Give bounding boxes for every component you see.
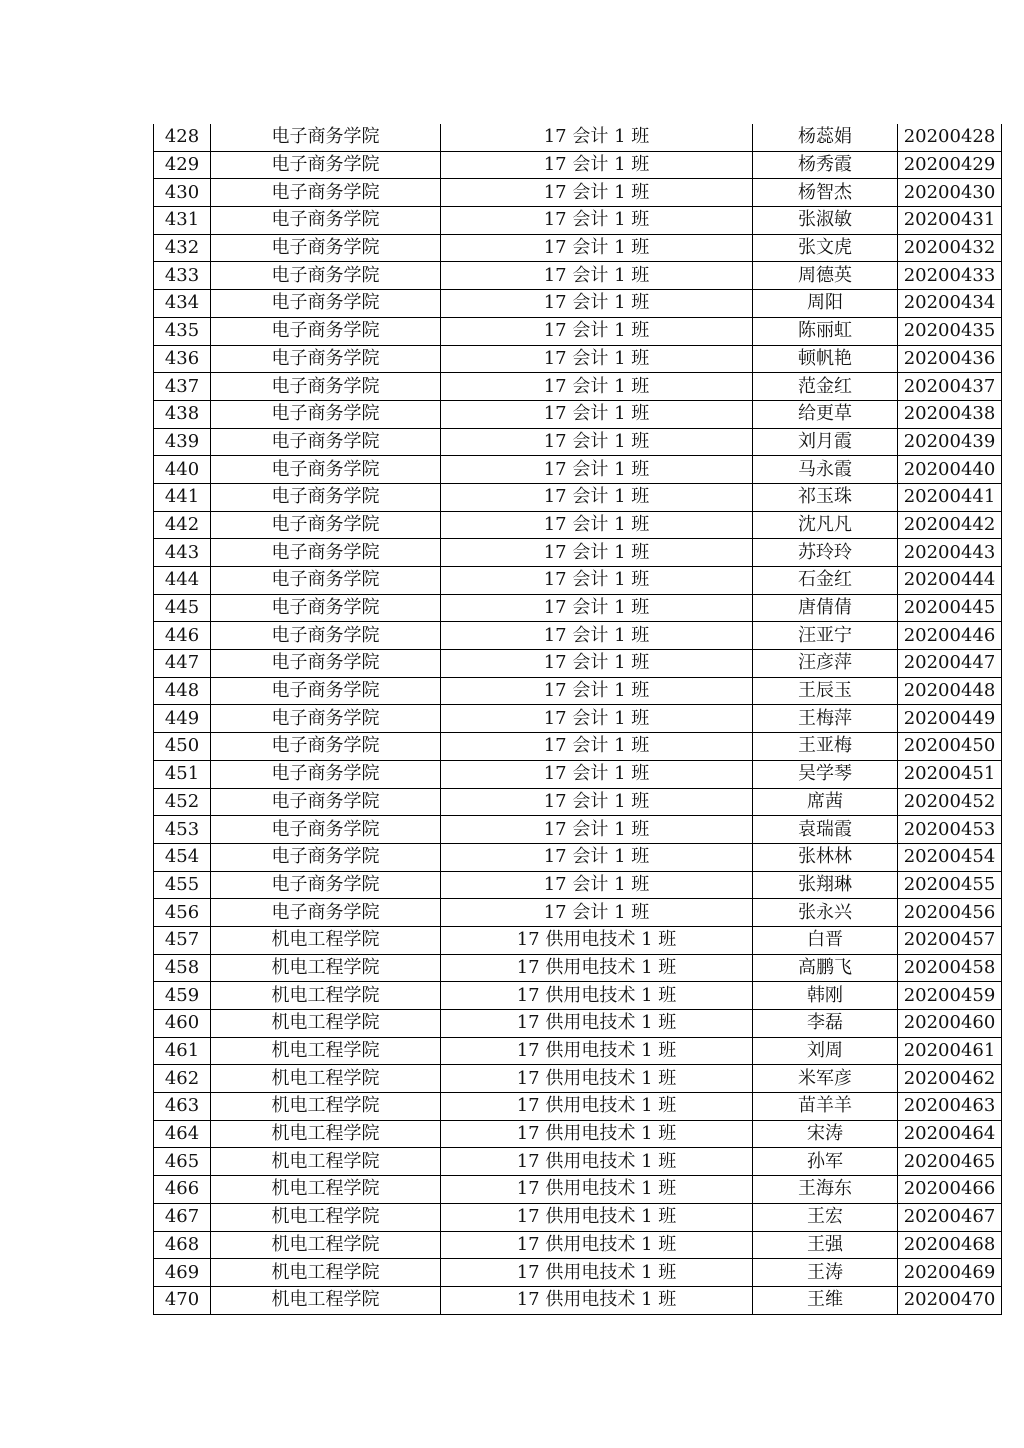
student-name-cell: 宋涛 bbox=[753, 1120, 898, 1148]
row-number-cell: 432 bbox=[154, 234, 211, 262]
college-cell: 电子商务学院 bbox=[211, 677, 441, 705]
table-row bbox=[154, 1093, 1002, 1121]
student-name-cell: 杨蕊娟 bbox=[753, 124, 898, 151]
student-name-cell: 高鹏飞 bbox=[753, 954, 898, 982]
student-name-cell: 杨智杰 bbox=[753, 179, 898, 207]
college-cell: 机电工程学院 bbox=[211, 1231, 441, 1259]
college-cell: 电子商务学院 bbox=[211, 871, 441, 899]
class-cell: 17 会计 1 班 bbox=[441, 871, 753, 899]
class-cell: 17 会计 1 班 bbox=[441, 483, 753, 511]
class-cell: 17 会计 1 班 bbox=[441, 539, 753, 567]
class-cell: 17 供用电技术 1 班 bbox=[441, 1203, 753, 1231]
class-cell: 17 会计 1 班 bbox=[441, 234, 753, 262]
student-name-cell: 张文虎 bbox=[753, 234, 898, 262]
student-name-cell: 刘月霞 bbox=[753, 428, 898, 456]
college-cell: 机电工程学院 bbox=[211, 1259, 441, 1287]
table-row bbox=[154, 954, 1002, 982]
table-row bbox=[154, 1148, 1002, 1176]
student-id-cell: 20200464 bbox=[898, 1120, 1002, 1148]
table-row bbox=[154, 1176, 1002, 1204]
table-row bbox=[154, 1037, 1002, 1065]
class-cell: 17 会计 1 班 bbox=[441, 843, 753, 871]
table-row bbox=[154, 567, 1002, 595]
college-cell: 电子商务学院 bbox=[211, 843, 441, 871]
class-cell: 17 会计 1 班 bbox=[441, 650, 753, 678]
college-cell: 电子商务学院 bbox=[211, 511, 441, 539]
college-cell: 电子商务学院 bbox=[211, 816, 441, 844]
college-cell: 电子商务学院 bbox=[211, 705, 441, 733]
table-row bbox=[154, 816, 1002, 844]
student-name-cell: 张淑敏 bbox=[753, 207, 898, 235]
student-name-cell: 袁瑞霞 bbox=[753, 816, 898, 844]
row-number-cell: 434 bbox=[154, 290, 211, 318]
row-number-cell: 463 bbox=[154, 1093, 211, 1121]
college-cell: 电子商务学院 bbox=[211, 483, 441, 511]
row-number-cell: 430 bbox=[154, 179, 211, 207]
student-id-cell: 20200447 bbox=[898, 650, 1002, 678]
college-cell: 机电工程学院 bbox=[211, 1010, 441, 1038]
college-cell: 电子商务学院 bbox=[211, 234, 441, 262]
student-id-cell: 20200435 bbox=[898, 317, 1002, 345]
row-number-cell: 442 bbox=[154, 511, 211, 539]
college-cell: 电子商务学院 bbox=[211, 400, 441, 428]
student-id-cell: 20200461 bbox=[898, 1037, 1002, 1065]
table-row bbox=[154, 1286, 1002, 1314]
class-cell: 17 供用电技术 1 班 bbox=[441, 1286, 753, 1314]
college-cell: 机电工程学院 bbox=[211, 1176, 441, 1204]
student-name-cell: 给更草 bbox=[753, 400, 898, 428]
row-number-cell: 460 bbox=[154, 1010, 211, 1038]
college-cell: 电子商务学院 bbox=[211, 622, 441, 650]
row-number-cell: 441 bbox=[154, 483, 211, 511]
class-cell: 17 会计 1 班 bbox=[441, 373, 753, 401]
college-cell: 机电工程学院 bbox=[211, 1093, 441, 1121]
table-row bbox=[154, 539, 1002, 567]
class-cell: 17 会计 1 班 bbox=[441, 456, 753, 484]
row-number-cell: 437 bbox=[154, 373, 211, 401]
class-cell: 17 会计 1 班 bbox=[441, 622, 753, 650]
table-row bbox=[154, 428, 1002, 456]
table-row bbox=[154, 1203, 1002, 1231]
student-name-cell: 王辰玉 bbox=[753, 677, 898, 705]
student-name-cell: 刘周 bbox=[753, 1037, 898, 1065]
student-id-cell: 20200443 bbox=[898, 539, 1002, 567]
class-cell: 17 供用电技术 1 班 bbox=[441, 1231, 753, 1259]
row-number-cell: 462 bbox=[154, 1065, 211, 1093]
student-id-cell: 20200449 bbox=[898, 705, 1002, 733]
college-cell: 电子商务学院 bbox=[211, 207, 441, 235]
class-cell: 17 供用电技术 1 班 bbox=[441, 1148, 753, 1176]
row-number-cell: 445 bbox=[154, 594, 211, 622]
student-name-cell: 王涛 bbox=[753, 1259, 898, 1287]
college-cell: 机电工程学院 bbox=[211, 1286, 441, 1314]
college-cell: 电子商务学院 bbox=[211, 124, 441, 151]
class-cell: 17 会计 1 班 bbox=[441, 345, 753, 373]
college-cell: 机电工程学院 bbox=[211, 1203, 441, 1231]
class-cell: 17 会计 1 班 bbox=[441, 151, 753, 179]
student-name-cell: 苗羊羊 bbox=[753, 1093, 898, 1121]
college-cell: 电子商务学院 bbox=[211, 539, 441, 567]
student-name-cell: 石金红 bbox=[753, 567, 898, 595]
table-row bbox=[154, 456, 1002, 484]
table-row bbox=[154, 650, 1002, 678]
table-row bbox=[154, 373, 1002, 401]
student-name-cell: 唐倩倩 bbox=[753, 594, 898, 622]
row-number-cell: 446 bbox=[154, 622, 211, 650]
table-row bbox=[154, 705, 1002, 733]
table-row bbox=[154, 262, 1002, 290]
student-id-cell: 20200457 bbox=[898, 926, 1002, 954]
college-cell: 电子商务学院 bbox=[211, 290, 441, 318]
table-row bbox=[154, 234, 1002, 262]
table-row bbox=[154, 511, 1002, 539]
class-cell: 17 会计 1 班 bbox=[441, 760, 753, 788]
class-cell: 17 供用电技术 1 班 bbox=[441, 1176, 753, 1204]
table-row bbox=[154, 151, 1002, 179]
class-cell: 17 供用电技术 1 班 bbox=[441, 1010, 753, 1038]
roster-body bbox=[154, 124, 1002, 1314]
row-number-cell: 428 bbox=[154, 124, 211, 151]
row-number-cell: 456 bbox=[154, 899, 211, 927]
student-id-cell: 20200468 bbox=[898, 1231, 1002, 1259]
student-id-cell: 20200463 bbox=[898, 1093, 1002, 1121]
student-id-cell: 20200433 bbox=[898, 262, 1002, 290]
student-name-cell: 王亚梅 bbox=[753, 733, 898, 761]
student-id-cell: 20200440 bbox=[898, 456, 1002, 484]
table-row bbox=[154, 1065, 1002, 1093]
college-cell: 电子商务学院 bbox=[211, 345, 441, 373]
student-name-cell: 吴学琴 bbox=[753, 760, 898, 788]
row-number-cell: 461 bbox=[154, 1037, 211, 1065]
row-number-cell: 429 bbox=[154, 151, 211, 179]
student-id-cell: 20200434 bbox=[898, 290, 1002, 318]
student-id-cell: 20200462 bbox=[898, 1065, 1002, 1093]
table-row bbox=[154, 760, 1002, 788]
college-cell: 电子商务学院 bbox=[211, 594, 441, 622]
student-id-cell: 20200467 bbox=[898, 1203, 1002, 1231]
student-name-cell: 杨秀霞 bbox=[753, 151, 898, 179]
row-number-cell: 440 bbox=[154, 456, 211, 484]
class-cell: 17 会计 1 班 bbox=[441, 179, 753, 207]
student-name-cell: 陈丽虹 bbox=[753, 317, 898, 345]
student-name-cell: 周德英 bbox=[753, 262, 898, 290]
student-name-cell: 汪亚宁 bbox=[753, 622, 898, 650]
college-cell: 机电工程学院 bbox=[211, 982, 441, 1010]
table-row bbox=[154, 124, 1002, 151]
student-roster-table bbox=[153, 124, 1002, 1315]
row-number-cell: 447 bbox=[154, 650, 211, 678]
college-cell: 电子商务学院 bbox=[211, 151, 441, 179]
class-cell: 17 会计 1 班 bbox=[441, 733, 753, 761]
class-cell: 17 供用电技术 1 班 bbox=[441, 1259, 753, 1287]
student-id-cell: 20200445 bbox=[898, 594, 1002, 622]
class-cell: 17 会计 1 班 bbox=[441, 290, 753, 318]
row-number-cell: 453 bbox=[154, 816, 211, 844]
student-name-cell: 祁玉珠 bbox=[753, 483, 898, 511]
table-row bbox=[154, 843, 1002, 871]
class-cell: 17 供用电技术 1 班 bbox=[441, 1065, 753, 1093]
student-id-cell: 20200442 bbox=[898, 511, 1002, 539]
student-name-cell: 张永兴 bbox=[753, 899, 898, 927]
table-row bbox=[154, 483, 1002, 511]
table-row bbox=[154, 1259, 1002, 1287]
college-cell: 电子商务学院 bbox=[211, 317, 441, 345]
student-id-cell: 20200437 bbox=[898, 373, 1002, 401]
table-row bbox=[154, 400, 1002, 428]
student-id-cell: 20200431 bbox=[898, 207, 1002, 235]
row-number-cell: 449 bbox=[154, 705, 211, 733]
college-cell: 机电工程学院 bbox=[211, 1065, 441, 1093]
class-cell: 17 供用电技术 1 班 bbox=[441, 1120, 753, 1148]
student-id-cell: 20200455 bbox=[898, 871, 1002, 899]
student-id-cell: 20200428 bbox=[898, 124, 1002, 151]
row-number-cell: 458 bbox=[154, 954, 211, 982]
class-cell: 17 会计 1 班 bbox=[441, 567, 753, 595]
class-cell: 17 会计 1 班 bbox=[441, 511, 753, 539]
college-cell: 电子商务学院 bbox=[211, 456, 441, 484]
student-id-cell: 20200470 bbox=[898, 1286, 1002, 1314]
student-name-cell: 沈凡凡 bbox=[753, 511, 898, 539]
student-name-cell: 王宏 bbox=[753, 1203, 898, 1231]
row-number-cell: 443 bbox=[154, 539, 211, 567]
student-id-cell: 20200460 bbox=[898, 1010, 1002, 1038]
student-name-cell: 苏玲玲 bbox=[753, 539, 898, 567]
table-row bbox=[154, 1010, 1002, 1038]
student-name-cell: 汪彦萍 bbox=[753, 650, 898, 678]
student-id-cell: 20200429 bbox=[898, 151, 1002, 179]
class-cell: 17 会计 1 班 bbox=[441, 677, 753, 705]
college-cell: 电子商务学院 bbox=[211, 428, 441, 456]
student-name-cell: 顿帆艳 bbox=[753, 345, 898, 373]
student-id-cell: 20200436 bbox=[898, 345, 1002, 373]
student-name-cell: 席茜 bbox=[753, 788, 898, 816]
row-number-cell: 467 bbox=[154, 1203, 211, 1231]
student-name-cell: 张翔琳 bbox=[753, 871, 898, 899]
student-id-cell: 20200432 bbox=[898, 234, 1002, 262]
student-name-cell: 王海东 bbox=[753, 1176, 898, 1204]
college-cell: 机电工程学院 bbox=[211, 954, 441, 982]
student-name-cell: 王梅萍 bbox=[753, 705, 898, 733]
student-id-cell: 20200466 bbox=[898, 1176, 1002, 1204]
table-row bbox=[154, 677, 1002, 705]
row-number-cell: 459 bbox=[154, 982, 211, 1010]
college-cell: 电子商务学院 bbox=[211, 179, 441, 207]
row-number-cell: 450 bbox=[154, 733, 211, 761]
student-id-cell: 20200441 bbox=[898, 483, 1002, 511]
row-number-cell: 431 bbox=[154, 207, 211, 235]
student-id-cell: 20200459 bbox=[898, 982, 1002, 1010]
student-id-cell: 20200451 bbox=[898, 760, 1002, 788]
row-number-cell: 444 bbox=[154, 567, 211, 595]
class-cell: 17 会计 1 班 bbox=[441, 705, 753, 733]
row-number-cell: 454 bbox=[154, 843, 211, 871]
student-id-cell: 20200454 bbox=[898, 843, 1002, 871]
row-number-cell: 452 bbox=[154, 788, 211, 816]
student-name-cell: 王强 bbox=[753, 1231, 898, 1259]
student-name-cell: 马永霞 bbox=[753, 456, 898, 484]
table-row bbox=[154, 982, 1002, 1010]
student-id-cell: 20200456 bbox=[898, 899, 1002, 927]
class-cell: 17 供用电技术 1 班 bbox=[441, 982, 753, 1010]
college-cell: 电子商务学院 bbox=[211, 373, 441, 401]
table-row bbox=[154, 926, 1002, 954]
student-id-cell: 20200439 bbox=[898, 428, 1002, 456]
row-number-cell: 439 bbox=[154, 428, 211, 456]
student-name-cell: 韩刚 bbox=[753, 982, 898, 1010]
student-id-cell: 20200453 bbox=[898, 816, 1002, 844]
class-cell: 17 供用电技术 1 班 bbox=[441, 954, 753, 982]
student-id-cell: 20200469 bbox=[898, 1259, 1002, 1287]
table-row bbox=[154, 788, 1002, 816]
student-name-cell: 范金红 bbox=[753, 373, 898, 401]
student-name-cell: 李磊 bbox=[753, 1010, 898, 1038]
class-cell: 17 会计 1 班 bbox=[441, 262, 753, 290]
student-id-cell: 20200458 bbox=[898, 954, 1002, 982]
class-cell: 17 会计 1 班 bbox=[441, 317, 753, 345]
college-cell: 电子商务学院 bbox=[211, 567, 441, 595]
student-id-cell: 20200465 bbox=[898, 1148, 1002, 1176]
table-row bbox=[154, 1120, 1002, 1148]
college-cell: 电子商务学院 bbox=[211, 650, 441, 678]
college-cell: 机电工程学院 bbox=[211, 1148, 441, 1176]
student-name-cell: 米军彦 bbox=[753, 1065, 898, 1093]
table-row bbox=[154, 899, 1002, 927]
college-cell: 机电工程学院 bbox=[211, 1037, 441, 1065]
college-cell: 电子商务学院 bbox=[211, 788, 441, 816]
college-cell: 电子商务学院 bbox=[211, 760, 441, 788]
class-cell: 17 会计 1 班 bbox=[441, 124, 753, 151]
student-id-cell: 20200438 bbox=[898, 400, 1002, 428]
table-row bbox=[154, 1231, 1002, 1259]
college-cell: 电子商务学院 bbox=[211, 733, 441, 761]
student-name-cell: 白晋 bbox=[753, 926, 898, 954]
college-cell: 电子商务学院 bbox=[211, 899, 441, 927]
table-row bbox=[154, 317, 1002, 345]
table-row bbox=[154, 871, 1002, 899]
row-number-cell: 457 bbox=[154, 926, 211, 954]
table-row bbox=[154, 179, 1002, 207]
row-number-cell: 465 bbox=[154, 1148, 211, 1176]
class-cell: 17 会计 1 班 bbox=[441, 428, 753, 456]
row-number-cell: 435 bbox=[154, 317, 211, 345]
student-id-cell: 20200452 bbox=[898, 788, 1002, 816]
row-number-cell: 468 bbox=[154, 1231, 211, 1259]
class-cell: 17 会计 1 班 bbox=[441, 899, 753, 927]
class-cell: 17 供用电技术 1 班 bbox=[441, 926, 753, 954]
student-name-cell: 王维 bbox=[753, 1286, 898, 1314]
student-name-cell: 张林林 bbox=[753, 843, 898, 871]
row-number-cell: 451 bbox=[154, 760, 211, 788]
class-cell: 17 会计 1 班 bbox=[441, 594, 753, 622]
table-row bbox=[154, 207, 1002, 235]
student-id-cell: 20200446 bbox=[898, 622, 1002, 650]
row-number-cell: 469 bbox=[154, 1259, 211, 1287]
college-cell: 机电工程学院 bbox=[211, 926, 441, 954]
table-row bbox=[154, 594, 1002, 622]
college-cell: 电子商务学院 bbox=[211, 262, 441, 290]
student-name-cell: 周阳 bbox=[753, 290, 898, 318]
row-number-cell: 466 bbox=[154, 1176, 211, 1204]
class-cell: 17 会计 1 班 bbox=[441, 816, 753, 844]
college-cell: 机电工程学院 bbox=[211, 1120, 441, 1148]
row-number-cell: 448 bbox=[154, 677, 211, 705]
table-row bbox=[154, 290, 1002, 318]
class-cell: 17 会计 1 班 bbox=[441, 788, 753, 816]
student-id-cell: 20200448 bbox=[898, 677, 1002, 705]
row-number-cell: 436 bbox=[154, 345, 211, 373]
student-name-cell: 孙军 bbox=[753, 1148, 898, 1176]
table-row bbox=[154, 345, 1002, 373]
row-number-cell: 470 bbox=[154, 1286, 211, 1314]
table-row bbox=[154, 622, 1002, 650]
row-number-cell: 464 bbox=[154, 1120, 211, 1148]
student-id-cell: 20200450 bbox=[898, 733, 1002, 761]
row-number-cell: 433 bbox=[154, 262, 211, 290]
class-cell: 17 供用电技术 1 班 bbox=[441, 1093, 753, 1121]
row-number-cell: 455 bbox=[154, 871, 211, 899]
student-id-cell: 20200430 bbox=[898, 179, 1002, 207]
table-row bbox=[154, 733, 1002, 761]
class-cell: 17 供用电技术 1 班 bbox=[441, 1037, 753, 1065]
class-cell: 17 会计 1 班 bbox=[441, 207, 753, 235]
class-cell: 17 会计 1 班 bbox=[441, 400, 753, 428]
row-number-cell: 438 bbox=[154, 400, 211, 428]
student-id-cell: 20200444 bbox=[898, 567, 1002, 595]
